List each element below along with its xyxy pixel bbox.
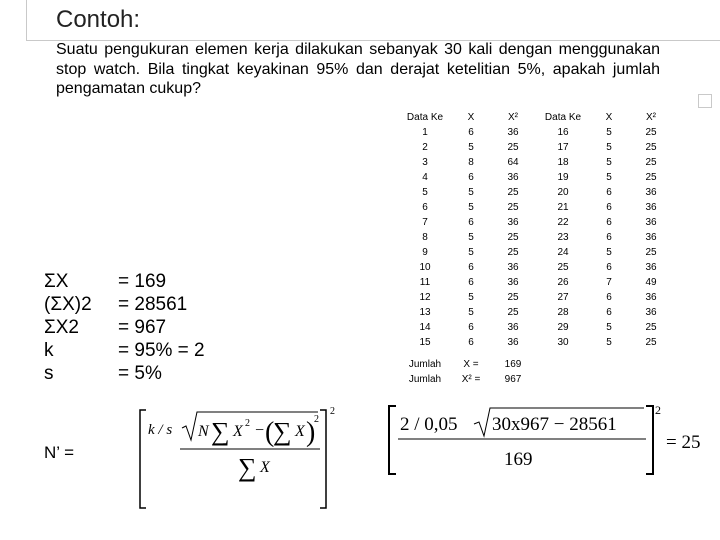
var-n: N	[198, 423, 209, 440]
table-cell: 16	[557, 127, 569, 138]
stat-row-s	[44, 362, 205, 385]
table-cell: 8	[468, 157, 474, 168]
table-cell: 3	[422, 157, 428, 168]
column-header: X	[605, 112, 613, 123]
table-cell: 18	[557, 157, 569, 168]
table-row	[398, 290, 674, 305]
stat-value: = 28561	[118, 294, 188, 315]
var-x: X	[260, 459, 270, 476]
totals-row	[398, 357, 674, 372]
table-cell: 29	[557, 322, 569, 333]
stat-row-sum-x2	[44, 316, 205, 339]
stat-row-k	[44, 339, 205, 362]
table-cell: 7	[422, 217, 428, 228]
table-row	[398, 200, 674, 215]
table-row	[398, 140, 674, 155]
table-row	[398, 260, 674, 275]
table-cell: 36	[507, 262, 519, 273]
table-row	[398, 335, 674, 350]
table-cell: 5	[468, 202, 474, 213]
exponent: 2	[245, 418, 250, 429]
table-cell: 17	[557, 142, 569, 153]
slide-corner-decoration	[698, 94, 712, 108]
table-row	[398, 155, 674, 170]
stat-value: = 5%	[118, 363, 162, 384]
table-row	[398, 185, 674, 200]
table-cell: 5	[606, 247, 612, 258]
column-header: X²	[508, 112, 518, 123]
totals-key: X =	[463, 359, 479, 370]
table-cell: 30	[557, 337, 569, 348]
table-cell: 12	[419, 292, 431, 303]
table-row	[398, 305, 674, 320]
totals-label: Jumlah	[408, 359, 442, 370]
table-cell: 21	[557, 202, 569, 213]
left-bracket	[389, 406, 396, 474]
table-cell: 6	[606, 232, 612, 243]
table-cell: 6	[606, 262, 612, 273]
exponent: 2	[314, 414, 319, 425]
table-cell: 25	[507, 142, 519, 153]
table-cell: 6	[606, 202, 612, 213]
stat-label: s	[44, 363, 54, 384]
table-cell: 20	[557, 187, 569, 198]
totals-value: 169	[504, 359, 522, 370]
totals-key: X² =	[461, 374, 481, 385]
table-cell: 22	[557, 217, 569, 228]
table-cell: 25	[645, 322, 657, 333]
table-cell: 6	[606, 307, 612, 318]
table-cell: 25	[507, 307, 519, 318]
table-cell: 6	[468, 322, 474, 333]
table-cell: 25	[507, 247, 519, 258]
minus-sign: −	[255, 422, 265, 439]
table-cell: 6	[468, 277, 474, 288]
table-body	[398, 125, 674, 387]
sigma-symbol: ∑	[273, 417, 292, 446]
table-cell: 25	[507, 187, 519, 198]
sigma-symbol: ∑	[211, 417, 230, 446]
table-cell: 5	[468, 142, 474, 153]
table-cell: 6	[468, 127, 474, 138]
table-cell: 5	[606, 157, 612, 168]
table-row	[398, 245, 674, 260]
stat-value: = 95% = 2	[118, 340, 205, 361]
table-cell: 25	[507, 202, 519, 213]
column-header: Data Ke	[544, 112, 582, 123]
table-cell: 26	[557, 277, 569, 288]
paren-open: (	[265, 417, 275, 448]
n-prime-label: N’ =	[44, 443, 75, 462]
radicand: 30x967 − 28561	[492, 414, 617, 435]
observation-table	[398, 110, 674, 387]
paren-close: )	[306, 417, 316, 448]
table-cell: 7	[606, 277, 612, 288]
table-cell: 5	[606, 142, 612, 153]
table-cell: 49	[645, 277, 657, 288]
table-row	[398, 320, 674, 335]
table-cell: 25	[645, 142, 657, 153]
table-cell: 64	[507, 157, 519, 168]
table-cell: 36	[645, 262, 657, 273]
spacer-row	[398, 350, 674, 357]
table-cell: 36	[507, 277, 519, 288]
table-cell: 5	[422, 187, 428, 198]
table-row	[398, 170, 674, 185]
left-bracket	[140, 410, 146, 508]
table-cell: 36	[507, 337, 519, 348]
table-cell: 1	[422, 127, 428, 138]
table-cell: 36	[507, 127, 519, 138]
table-cell: 11	[419, 277, 431, 288]
outer-exponent: 2	[330, 406, 335, 417]
table-cell: 5	[606, 127, 612, 138]
table-cell: 36	[645, 307, 657, 318]
table-cell: 5	[468, 187, 474, 198]
sample-size-formula	[138, 404, 338, 512]
stat-label: ΣX	[44, 271, 69, 292]
outer-exponent: 2	[655, 403, 661, 417]
stat-row-sum-x-squared	[44, 293, 205, 316]
table-cell: 36	[645, 187, 657, 198]
totals-row	[398, 372, 674, 387]
sigma-symbol: ∑	[238, 453, 257, 482]
table-cell: 25	[645, 172, 657, 183]
table-cell: 36	[645, 202, 657, 213]
stat-label: (ΣX)2	[44, 294, 92, 315]
k-over-s-value: 2 / 0,05	[400, 414, 458, 435]
table-cell: 6	[422, 202, 428, 213]
table-cell: 13	[419, 307, 431, 318]
table-cell: 28	[557, 307, 569, 318]
table-cell: 24	[557, 247, 569, 258]
denominator: 169	[504, 449, 533, 470]
problem-statement: Suatu pengukuran elemen kerja dilakukan sebanyak 30 kali dengan menggunakan stop watch. Bila tingkat keyakinan 95% dan derajat ketelitian 5%, apakah jumlah pengamatan cukup?	[56, 41, 660, 97]
table-cell: 2	[422, 142, 428, 153]
table-cell: 10	[419, 262, 431, 273]
table-cell: 6	[468, 262, 474, 273]
table-cell: 6	[606, 187, 612, 198]
table-cell: 36	[507, 172, 519, 183]
table-cell: 36	[507, 322, 519, 333]
stat-value: = 967	[118, 317, 167, 338]
slide-frame-vertical-line	[26, 0, 27, 40]
column-header: Data Ke	[406, 112, 444, 123]
table-cell: 23	[557, 232, 569, 243]
table-cell: 36	[645, 292, 657, 303]
right-bracket	[320, 410, 326, 508]
table-cell: 14	[419, 322, 431, 333]
table-cell: 27	[557, 292, 569, 303]
table-cell: 36	[645, 232, 657, 243]
var-x: X	[233, 423, 243, 440]
stat-value: = 169	[118, 271, 167, 292]
table-cell: 25	[645, 127, 657, 138]
table-cell: 25	[507, 232, 519, 243]
table-cell: 8	[422, 232, 428, 243]
table-cell: 5	[468, 307, 474, 318]
column-header: X²	[646, 112, 656, 123]
table-cell: 6	[468, 337, 474, 348]
empty-cell	[536, 372, 674, 387]
table-cell: 6	[468, 172, 474, 183]
table-cell: 25	[645, 157, 657, 168]
table-cell: 15	[419, 337, 431, 348]
stat-row-sum-x	[44, 270, 205, 293]
table-row	[398, 275, 674, 290]
table-row	[398, 125, 674, 140]
table-cell: 5	[468, 292, 474, 303]
table-row	[398, 230, 674, 245]
table-header-row	[398, 110, 674, 125]
table-cell: 36	[645, 217, 657, 228]
slide-title: Contoh:	[56, 6, 141, 33]
table-cell: 6	[606, 217, 612, 228]
table-cell: 25	[645, 247, 657, 258]
table-cell: 25	[507, 292, 519, 303]
totals-value: 967	[504, 374, 522, 385]
result-value: = 25	[666, 432, 701, 453]
table-cell: 9	[422, 247, 428, 258]
result-formula	[384, 400, 720, 476]
stat-label: k	[44, 340, 54, 361]
table-row	[398, 215, 674, 230]
right-bracket	[646, 406, 653, 474]
table-cell: 36	[507, 217, 519, 228]
table-cell: 5	[606, 322, 612, 333]
totals-label: Jumlah	[408, 374, 442, 385]
column-header: X	[467, 112, 475, 123]
table-cell: 5	[606, 172, 612, 183]
table-cell: 5	[606, 337, 612, 348]
table-cell: 6	[606, 292, 612, 303]
table-cell: 5	[468, 247, 474, 258]
table-cell: 25	[645, 337, 657, 348]
table-cell: 5	[468, 232, 474, 243]
table-cell: 6	[468, 217, 474, 228]
var-x: X	[295, 423, 305, 440]
table-cell: 19	[557, 172, 569, 183]
empty-cell	[536, 357, 674, 372]
table-cell: 4	[422, 172, 428, 183]
k-over-s: k / s	[148, 422, 173, 438]
stat-label: ΣX2	[44, 317, 79, 338]
table-cell: 25	[557, 262, 569, 273]
summary-statistics	[44, 270, 205, 385]
